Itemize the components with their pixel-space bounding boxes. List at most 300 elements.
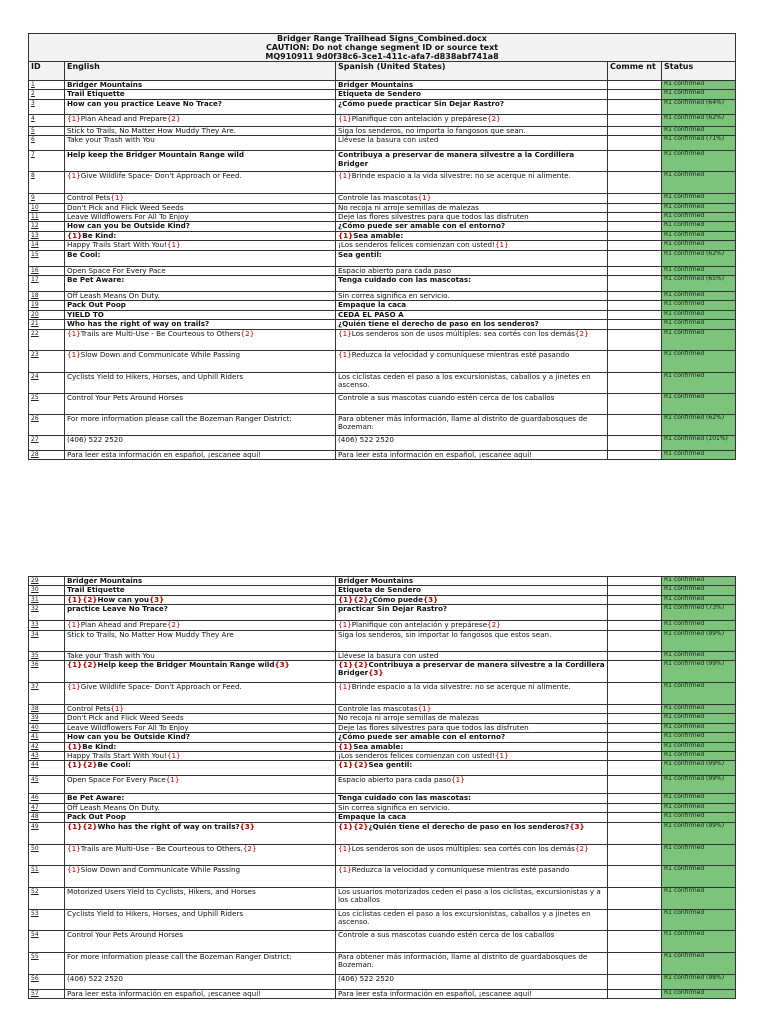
segment-row[interactable]: [29, 586, 736, 595]
source-text: [65, 733, 336, 742]
segment-row[interactable]: [29, 136, 736, 151]
segment-row[interactable]: [29, 803, 736, 812]
target-text[interactable]: [336, 241, 608, 250]
header-id: ID: [29, 62, 65, 81]
segment-row[interactable]: [29, 213, 736, 222]
target-text[interactable]: [336, 683, 608, 705]
status-cell: R1 confirmed: [662, 350, 736, 372]
segment-id[interactable]: 33: [29, 621, 65, 630]
segment-id[interactable]: 53: [29, 909, 65, 930]
segment-id[interactable]: 31: [29, 595, 65, 604]
segment-id[interactable]: 14: [29, 241, 65, 250]
comment-cell[interactable]: [608, 414, 662, 435]
target-text[interactable]: [336, 651, 608, 660]
comment-cell[interactable]: [608, 172, 662, 194]
status-cell: R1 confirmed (62%): [662, 414, 736, 435]
target-text[interactable]: [336, 213, 608, 222]
segment-row[interactable]: [29, 742, 736, 751]
segment-text: ¿Quién tiene el derecho de paso en los senderos?: [368, 822, 570, 831]
segment-text: Controle a sus mascotas cuando estén cerca de los caballos: [338, 393, 555, 402]
segment-row[interactable]: [29, 276, 736, 292]
target-text[interactable]: [336, 989, 608, 998]
comment-cell[interactable]: [608, 320, 662, 329]
target-text[interactable]: [336, 813, 608, 822]
segment-row[interactable]: [29, 241, 736, 250]
segment-id[interactable]: 22: [29, 329, 65, 350]
segment-text: Control Your Pets Around Horses: [67, 930, 183, 939]
segment-id[interactable]: 16: [29, 266, 65, 275]
segment-row[interactable]: [29, 705, 736, 714]
segment-row[interactable]: [29, 822, 736, 844]
comment-cell[interactable]: [608, 292, 662, 301]
segment-row[interactable]: [29, 231, 736, 240]
target-text[interactable]: [336, 761, 608, 776]
status-cell: R1 confirmed: [662, 292, 736, 301]
segment-row[interactable]: [29, 266, 736, 275]
segment-id[interactable]: 51: [29, 865, 65, 887]
target-text[interactable]: [336, 276, 608, 292]
comment-cell[interactable]: [608, 329, 662, 350]
target-text[interactable]: [336, 723, 608, 732]
segment-text: ¿Cómo puede ser amable con el entorno?: [338, 732, 506, 742]
segment-row[interactable]: [29, 435, 736, 450]
inline-tag: {2}: [487, 114, 501, 123]
comment-cell[interactable]: [608, 621, 662, 630]
header-comment: Comme nt: [608, 62, 662, 81]
comment-cell[interactable]: [608, 761, 662, 776]
segment-row[interactable]: [29, 329, 736, 350]
segment-row[interactable]: [29, 372, 736, 393]
inline-tag: {1}: [338, 865, 352, 874]
status-cell: R1 confirmed: [662, 126, 736, 135]
comment-cell[interactable]: [608, 887, 662, 909]
segment-id[interactable]: 12: [29, 222, 65, 231]
segment-id[interactable]: 18: [29, 292, 65, 301]
source-text: [65, 683, 336, 705]
target-text[interactable]: [336, 350, 608, 372]
segment-id[interactable]: 23: [29, 350, 65, 372]
comment-cell[interactable]: [608, 723, 662, 732]
comment-cell[interactable]: [608, 822, 662, 844]
target-text[interactable]: [336, 865, 608, 887]
target-text[interactable]: [336, 203, 608, 212]
comment-cell[interactable]: [608, 90, 662, 99]
comment-cell[interactable]: [608, 714, 662, 723]
target-text[interactable]: [336, 844, 608, 865]
segment-row[interactable]: [29, 151, 736, 172]
segment-table-1: [28, 33, 736, 460]
target-text[interactable]: [336, 794, 608, 803]
segment-row[interactable]: [29, 301, 736, 310]
segment-text: No recoja ni arroje semillas de malezas: [338, 713, 479, 723]
comment-cell[interactable]: [608, 661, 662, 683]
status-cell: R1 confirmed: [662, 372, 736, 393]
segment-row[interactable]: [29, 723, 736, 732]
source-text: [65, 776, 336, 794]
segment-id[interactable]: 49: [29, 822, 65, 844]
segment-id[interactable]: 15: [29, 250, 65, 266]
comment-cell[interactable]: [608, 81, 662, 90]
segment-row[interactable]: [29, 651, 736, 660]
inline-tag: {3}: [569, 822, 585, 831]
segment-text: Planifique con antelación y prepárese: [351, 620, 488, 630]
segment-id[interactable]: 26: [29, 414, 65, 435]
segment-id[interactable]: 52: [29, 887, 65, 909]
segment-id[interactable]: 19: [29, 301, 65, 310]
comment-cell[interactable]: [608, 450, 662, 459]
target-text[interactable]: [336, 372, 608, 393]
segment-text: Para leer esta información en español, ¡escanee aquí!: [67, 989, 262, 998]
comment-cell[interactable]: [608, 742, 662, 751]
target-text[interactable]: [336, 930, 608, 952]
segment-row[interactable]: [29, 752, 736, 761]
target-text[interactable]: [336, 231, 608, 240]
segment-row[interactable]: [29, 630, 736, 651]
segment-text: Trails are Multi-Use - Be Courteous to Others.: [80, 844, 243, 853]
inline-tag: {1}: [165, 775, 180, 785]
segment-id[interactable]: 2: [29, 90, 65, 99]
segment-text: Help keep the Bridger Mountain Range wild: [67, 150, 245, 160]
segment-row[interactable]: [29, 974, 736, 989]
target-text[interactable]: [336, 450, 608, 459]
segment-row[interactable]: [29, 194, 736, 203]
segment-row[interactable]: [29, 126, 736, 135]
segment-row[interactable]: [29, 714, 736, 723]
comment-cell[interactable]: [608, 231, 662, 240]
segment-row[interactable]: [29, 99, 736, 114]
target-text[interactable]: [336, 733, 608, 742]
status-cell: R1 confirmed (99%): [662, 761, 736, 776]
comment-cell[interactable]: [608, 930, 662, 952]
segment-text: Plan Ahead and Prepare: [80, 620, 167, 630]
source-text: [65, 822, 336, 844]
comment-cell[interactable]: [608, 989, 662, 998]
segment-row[interactable]: [29, 930, 736, 952]
segment-text: Be Cool:: [97, 760, 131, 770]
segment-row[interactable]: [29, 989, 736, 998]
segment-row[interactable]: [29, 794, 736, 803]
segment-row[interactable]: [29, 450, 736, 459]
target-text[interactable]: [336, 250, 608, 266]
comment-cell[interactable]: [608, 250, 662, 266]
target-text[interactable]: [336, 742, 608, 751]
segment-id[interactable]: 30: [29, 586, 65, 595]
segment-row[interactable]: [29, 203, 736, 212]
segment-text: Tenga cuidado con las mascotas:: [338, 793, 472, 803]
source-text: [65, 126, 336, 135]
segment-id[interactable]: 3: [29, 99, 65, 114]
segment-row[interactable]: [29, 90, 736, 99]
segment-id[interactable]: 38: [29, 705, 65, 714]
comment-cell[interactable]: [608, 276, 662, 292]
segment-text: (406) 522 2520: [67, 435, 123, 444]
target-text[interactable]: [336, 194, 608, 203]
comment-cell[interactable]: [608, 266, 662, 275]
comment-cell[interactable]: [608, 595, 662, 604]
target-text[interactable]: [336, 126, 608, 135]
segment-text: (406) 522 2520: [338, 435, 394, 444]
segment-text: Control Pets: [67, 193, 111, 203]
document-title: Bridger Range Trailhead Signs_Combined.docx: [277, 34, 487, 43]
target-text[interactable]: [336, 752, 608, 761]
segment-row[interactable]: [29, 683, 736, 705]
status-cell: R1 confirmed: [662, 194, 736, 203]
inline-tag: {1}{2}: [67, 660, 98, 670]
inline-tag: {2}: [240, 329, 255, 338]
comment-cell[interactable]: [608, 605, 662, 621]
status-cell: R1 confirmed (99%): [662, 822, 736, 844]
inline-tag: {1}{2}: [67, 760, 98, 770]
target-text[interactable]: [336, 114, 608, 126]
segment-row[interactable]: [29, 292, 736, 301]
segment-id[interactable]: 48: [29, 813, 65, 822]
comment-cell[interactable]: [608, 151, 662, 172]
source-text: [65, 974, 336, 989]
target-text[interactable]: [336, 577, 608, 586]
target-text[interactable]: [336, 414, 608, 435]
segment-row[interactable]: [29, 813, 736, 822]
status-cell: R1 confirmed: [662, 203, 736, 212]
target-text[interactable]: [336, 393, 608, 414]
target-text[interactable]: [336, 310, 608, 319]
comment-cell[interactable]: [608, 213, 662, 222]
comment-cell[interactable]: [608, 310, 662, 319]
segment-row[interactable]: [29, 661, 736, 683]
comment-cell[interactable]: [608, 683, 662, 705]
segment-id[interactable]: 21: [29, 320, 65, 329]
segment-row[interactable]: [29, 776, 736, 794]
target-text[interactable]: [336, 803, 608, 812]
comment-cell[interactable]: [608, 577, 662, 586]
segment-row[interactable]: [29, 222, 736, 231]
segment-row[interactable]: [29, 310, 736, 319]
target-text[interactable]: [336, 714, 608, 723]
segment-text: Stick to Trails, No Matter How Muddy They Are.: [67, 126, 236, 135]
comment-cell[interactable]: [608, 651, 662, 660]
inline-tag: {1}: [67, 171, 81, 181]
segment-text: Slow Down and Communicate While Passing: [80, 350, 241, 359]
comment-cell[interactable]: [608, 586, 662, 595]
segment-id[interactable]: 25: [29, 393, 65, 414]
segment-id[interactable]: 17: [29, 276, 65, 292]
inline-tag: {3}: [149, 595, 165, 604]
target-text[interactable]: [336, 151, 608, 172]
segment-id[interactable]: 55: [29, 952, 65, 974]
target-text[interactable]: [336, 974, 608, 989]
segment-text: Open Space For Every Pace: [67, 266, 166, 275]
comment-cell[interactable]: [608, 844, 662, 865]
segment-row[interactable]: [29, 909, 736, 930]
segment-id[interactable]: 28: [29, 450, 65, 459]
target-text[interactable]: [336, 952, 608, 974]
comment-cell[interactable]: [608, 301, 662, 310]
target-text[interactable]: [336, 320, 608, 329]
comment-cell[interactable]: [608, 776, 662, 794]
segment-id[interactable]: 45: [29, 776, 65, 794]
segment-text: practicar Sin Dejar Rastro?: [338, 604, 448, 614]
segment-id[interactable]: 44: [29, 761, 65, 776]
segment-id[interactable]: 36: [29, 661, 65, 683]
target-text[interactable]: [336, 266, 608, 275]
comment-cell[interactable]: [608, 126, 662, 135]
segment-row[interactable]: [29, 577, 736, 586]
segment-row[interactable]: [29, 350, 736, 372]
source-text: [65, 301, 336, 310]
comment-cell[interactable]: [608, 974, 662, 989]
target-text[interactable]: [336, 329, 608, 350]
segment-row[interactable]: [29, 605, 736, 621]
segment-id[interactable]: 39: [29, 714, 65, 723]
segment-id[interactable]: 37: [29, 683, 65, 705]
segment-row[interactable]: [29, 81, 736, 90]
segment-row[interactable]: [29, 733, 736, 742]
target-text[interactable]: [336, 595, 608, 604]
target-text[interactable]: [336, 435, 608, 450]
segment-id[interactable]: 47: [29, 803, 65, 812]
segment-id[interactable]: 4: [29, 114, 65, 126]
segment-id[interactable]: 1: [29, 81, 65, 90]
segment-id[interactable]: 57: [29, 989, 65, 998]
comment-cell[interactable]: [608, 393, 662, 414]
segment-id[interactable]: 7: [29, 151, 65, 172]
segment-id[interactable]: 34: [29, 630, 65, 651]
segment-row[interactable]: [29, 114, 736, 126]
segment-id[interactable]: 20: [29, 310, 65, 319]
source-text: [65, 241, 336, 250]
target-text[interactable]: [336, 630, 608, 651]
target-text[interactable]: [336, 822, 608, 844]
segment-text: Trails are Multi-Use - Be Courteous to Others: [80, 329, 241, 338]
segment-id[interactable]: 50: [29, 844, 65, 865]
segment-table-2: [28, 576, 736, 999]
segment-row[interactable]: [29, 952, 736, 974]
comment-cell[interactable]: [608, 136, 662, 151]
comment-cell[interactable]: [608, 203, 662, 212]
source-text: [65, 151, 336, 172]
segment-id[interactable]: 9: [29, 194, 65, 203]
segment-row[interactable]: [29, 887, 736, 909]
comment-cell[interactable]: [608, 794, 662, 803]
target-text[interactable]: [336, 292, 608, 301]
inline-tag: {1}{2}: [338, 760, 369, 770]
segment-id[interactable]: 5: [29, 126, 65, 135]
comment-cell[interactable]: [608, 222, 662, 231]
comment-cell[interactable]: [608, 705, 662, 714]
source-text: [65, 136, 336, 151]
target-text[interactable]: [336, 605, 608, 621]
segment-id[interactable]: 43: [29, 752, 65, 761]
segment-row[interactable]: [29, 844, 736, 865]
comment-cell[interactable]: [608, 803, 662, 812]
comment-cell[interactable]: [608, 372, 662, 393]
segment-id[interactable]: 29: [29, 577, 65, 586]
target-text[interactable]: [336, 301, 608, 310]
segment-row[interactable]: [29, 172, 736, 194]
segment-id[interactable]: 54: [29, 930, 65, 952]
segment-id[interactable]: 24: [29, 372, 65, 393]
segment-row[interactable]: [29, 761, 736, 776]
segment-id[interactable]: 35: [29, 651, 65, 660]
status-cell: R1 confirmed: [662, 577, 736, 586]
segment-id[interactable]: 40: [29, 723, 65, 732]
segment-id[interactable]: 13: [29, 231, 65, 240]
comment-cell[interactable]: [608, 350, 662, 372]
target-text[interactable]: [336, 81, 608, 90]
segment-text: Reduzca la velocidad y comuníquese mientras esté pasando: [351, 865, 570, 874]
segment-id[interactable]: 56: [29, 974, 65, 989]
comment-cell[interactable]: [608, 241, 662, 250]
target-text[interactable]: [336, 621, 608, 630]
segment-text: Stick to Trails, No Matter How Muddy They Are: [67, 630, 234, 639]
segment-text: Para obtener más información, llame al distrito de guardabosques de Bozeman:: [338, 952, 588, 970]
target-text[interactable]: [336, 99, 608, 114]
segment-id[interactable]: 32: [29, 605, 65, 621]
segment-id[interactable]: 41: [29, 733, 65, 742]
comment-cell[interactable]: [608, 114, 662, 126]
segment-text: Empaque la caca: [338, 300, 407, 310]
target-text[interactable]: [336, 661, 608, 683]
comment-cell[interactable]: [608, 909, 662, 930]
segment-text: Deje las flores silvestres para que todos las disfruten: [338, 723, 529, 732]
segment-row[interactable]: [29, 414, 736, 435]
segment-row[interactable]: [29, 250, 736, 266]
segment-row[interactable]: [29, 865, 736, 887]
segment-id[interactable]: 8: [29, 172, 65, 194]
target-text[interactable]: [336, 586, 608, 595]
comment-cell[interactable]: [608, 630, 662, 651]
segment-row[interactable]: [29, 621, 736, 630]
source-text: [65, 630, 336, 651]
target-text[interactable]: [336, 705, 608, 714]
inline-tag: {1}: [67, 682, 81, 692]
comment-cell[interactable]: [608, 435, 662, 450]
comment-cell[interactable]: [608, 99, 662, 114]
segment-id[interactable]: 11: [29, 213, 65, 222]
segment-id[interactable]: 27: [29, 435, 65, 450]
inline-tag: {1}: [67, 350, 81, 359]
comment-cell[interactable]: [608, 813, 662, 822]
comment-cell[interactable]: [608, 865, 662, 887]
source-text: [65, 813, 336, 822]
target-text[interactable]: [336, 90, 608, 99]
inline-tag: {2}: [487, 620, 501, 630]
comment-cell[interactable]: [608, 752, 662, 761]
target-text[interactable]: [336, 776, 608, 794]
source-text: [65, 350, 336, 372]
segment-id[interactable]: 46: [29, 794, 65, 803]
comment-cell[interactable]: [608, 952, 662, 974]
segment-id[interactable]: 6: [29, 136, 65, 151]
target-text[interactable]: [336, 136, 608, 151]
target-text[interactable]: [336, 909, 608, 930]
segment-row[interactable]: [29, 393, 736, 414]
comment-cell[interactable]: [608, 194, 662, 203]
segment-row[interactable]: [29, 320, 736, 329]
source-text: [65, 761, 336, 776]
segment-row[interactable]: [29, 595, 736, 604]
target-text[interactable]: [336, 172, 608, 194]
target-text[interactable]: [336, 222, 608, 231]
segment-text: ¿Cómo puede practicar Sin Dejar Rastro?: [338, 99, 505, 108]
segment-id[interactable]: 42: [29, 742, 65, 751]
comment-cell[interactable]: [608, 733, 662, 742]
segment-id[interactable]: 10: [29, 203, 65, 212]
target-text[interactable]: [336, 887, 608, 909]
source-text: [65, 99, 336, 114]
segment-text: Empaque la caca: [338, 812, 407, 822]
source-text: [65, 172, 336, 194]
source-text: [65, 595, 336, 604]
